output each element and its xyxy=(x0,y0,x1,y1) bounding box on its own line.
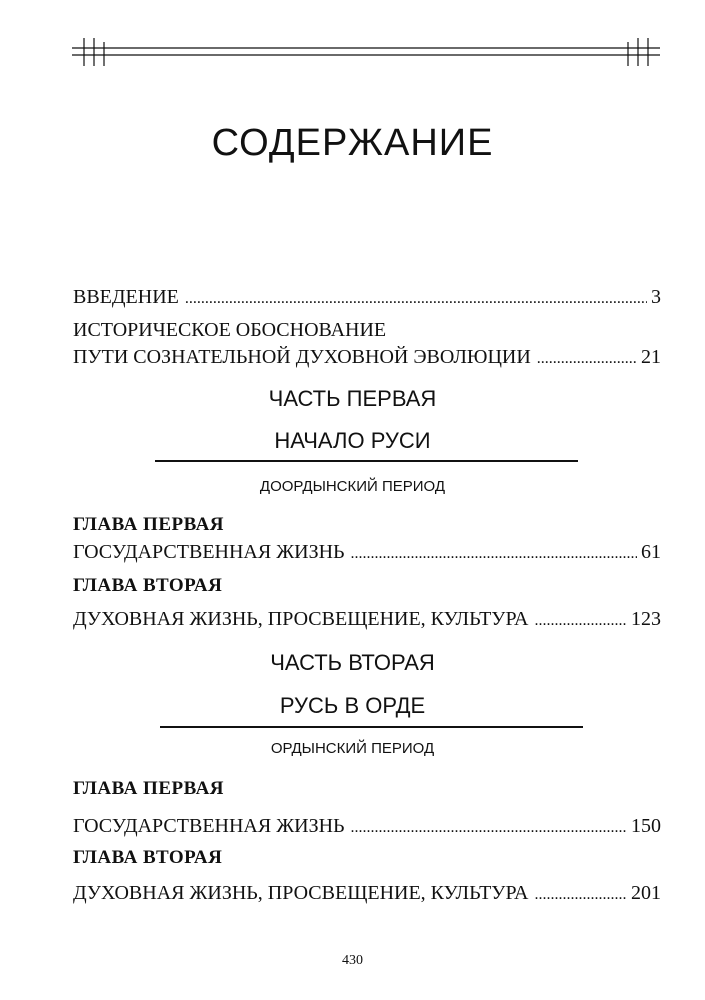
dot-leader xyxy=(534,883,627,907)
dot-leader xyxy=(537,347,637,371)
toc-entry-label: ГОСУДАРСТВЕННАЯ ЖИЗНЬ xyxy=(73,541,345,563)
toc-entry-chapter[interactable] xyxy=(73,540,661,566)
chapter-heading: ГЛАВА ПЕРВАЯ xyxy=(73,778,225,799)
toc-entry-label-line1[interactable]: ИСТОРИЧЕСКОЕ ОБОСНОВАНИЕ xyxy=(73,319,387,341)
toc-page-number: 201 xyxy=(631,882,661,904)
page-title: СОДЕРЖАНИЕ xyxy=(211,122,494,164)
toc-entry-chapter[interactable] xyxy=(73,814,661,840)
toc-entry-chapter[interactable] xyxy=(73,881,661,907)
part-label: ЧАСТЬ ПЕРВАЯ xyxy=(268,386,437,411)
chapter-heading: ГЛАВА ВТОРАЯ xyxy=(73,847,223,868)
toc-page-number: 61 xyxy=(641,541,661,563)
toc-entry-chapter[interactable] xyxy=(73,607,661,633)
toc-page-number: 21 xyxy=(641,346,661,368)
toc-page-number: 123 xyxy=(631,608,661,630)
toc-page-number: 3 xyxy=(651,286,661,308)
page-number: 430 xyxy=(342,953,363,968)
part-title: НАЧАЛО РУСИ xyxy=(274,428,431,453)
toc-entry-label: ДУХОВНАЯ ЖИЗНЬ, ПРОСВЕЩЕНИЕ, КУЛЬТУРА xyxy=(73,608,529,630)
chapter-heading: ГЛАВА ПЕРВАЯ xyxy=(73,514,225,535)
period-label: ДООРДЫНСКИЙ ПЕРИОД xyxy=(259,478,446,495)
section-divider xyxy=(160,726,583,728)
toc-entry-historical-basis[interactable] xyxy=(73,345,661,371)
dot-leader xyxy=(185,287,647,311)
toc-entry-label: ПУТИ СОЗНАТЕЛЬНОЙ ДУХОВНОЙ ЭВОЛЮЦИИ xyxy=(73,346,531,368)
section-divider xyxy=(155,460,578,462)
dot-leader xyxy=(351,816,627,840)
dot-leader xyxy=(534,609,627,633)
toc-page-number: 150 xyxy=(631,815,661,837)
dot-leader xyxy=(351,542,637,566)
part-label: ЧАСТЬ ВТОРАЯ xyxy=(270,650,435,675)
chapter-heading: ГЛАВА ВТОРАЯ xyxy=(73,575,223,596)
part-title: РУСЬ В ОРДЕ xyxy=(279,693,426,718)
toc-entry-label: ВВЕДЕНИЕ xyxy=(73,286,179,308)
toc-entry-label: ГОСУДАРСТВЕННАЯ ЖИЗНЬ xyxy=(73,815,345,837)
decorative-header-rule xyxy=(72,38,660,68)
toc-entry-label: ДУХОВНАЯ ЖИЗНЬ, ПРОСВЕЩЕНИЕ, КУЛЬТУРА xyxy=(73,882,529,904)
period-label: ОРДЫНСКИЙ ПЕРИОД xyxy=(270,740,435,757)
toc-entry-introduction[interactable] xyxy=(73,285,661,311)
